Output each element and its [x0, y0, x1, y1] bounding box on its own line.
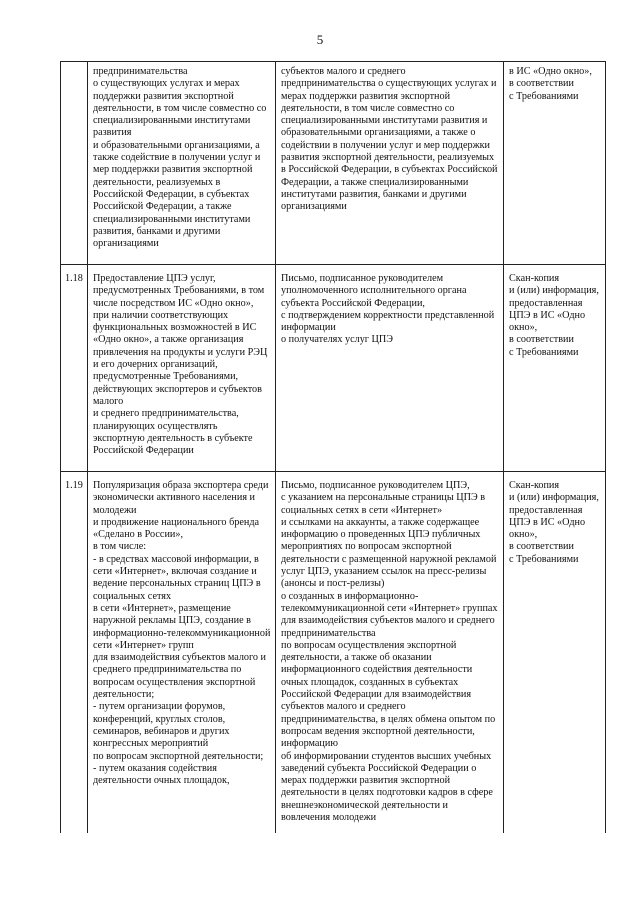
table-row — [61, 472, 606, 834]
document-cell: Письмо, подписанное руководителем ЦПЭ, с указанием на персональные страницы ЦПЭ в социальных сетях в сети «Интернет» и ссылками на аккаунты, а также содержащее информацию о проведенных ЦПЭ публичных мероприятиях по вопросам экспортной деятельности с размещенной наружной рекламой услуг ЦПЭ, указанием ссылок на пресс-релизы (анонсы и пост-релизы) о созданных в информационно-телекоммуникационной сети «Интернет» группах для взаимодействия субъектов малого и среднего предпринимательства по вопросам осуществления экспортной деятельности, а также об оказании информационного содействия деятельности очных площадок, созданных в субъектах Российской Федерации для взаимодействия субъектов малого и среднего предпринимательства, в целях обмена опытом по вопросам ведения экспортной деятельности, информацию об информировании студентов высших учебных заведений субъекта Российской Федерации о мерах поддержки развития экспортной деятельности в целях подготовки кадров в сфере внешнеэкономической деятельности и вовлечения молодежи — [276, 472, 504, 834]
row-number-cell: 1.18 — [61, 265, 88, 472]
task-cell: предпринимательства о существующих услугах и мерах поддержки развития экспортной деятельности, в том числе совместно со специализированными институтами развития и образовательными организациями, а также содействие в получении услуг и мер поддержки развития экспортной деятельности, реализуемых в Российской Федерации, в субъектах Российской Федерации, а также специализированными институтами развития, банками и другими организациями — [88, 62, 276, 265]
row-number-cell — [61, 62, 88, 265]
form-cell: Скан-копия и (или) информация, предоставленная ЦПЭ в ИС «Одно окно», в соответствии с Требованиями — [504, 265, 606, 472]
measures-table — [60, 61, 606, 833]
table-row — [61, 62, 606, 265]
page-number: 5 — [316, 32, 324, 47]
form-cell: Скан-копия и (или) информация, предоставленная ЦПЭ в ИС «Одно окно», в соответствии с Требованиями — [504, 472, 606, 834]
form-cell: в ИС «Одно окно», в соответствии с Требованиями — [504, 62, 606, 265]
task-cell: Популяризация образа экспортера среди экономически активного населения и молодежи и продвижение национального бренда «Сделано в России», в том числе: - в средствах массовой информации, в сети «Интернет», включая создание и ведение персональных страниц ЦПЭ в социальных сетях в сети «Интернет», размещение наружной рекламы ЦПЭ, создание в информационно-телекоммуникационной сети «Интернет» групп для взаимодействия субъектов малого и среднего предпринимательства по вопросам осуществления экспортной деятельности; - путем организации форумов, конференций, круглых столов, семинаров, вебинаров и других конгрессных мероприятий по вопросам экспортной деятельности; - путем оказания содействия деятельности очных площадок, — [88, 472, 276, 834]
document-cell: Письмо, подписанное руководителем уполномоченного исполнительного органа субъекта Российской Федерации, с подтверждением корректности представленной информации о получателях услуг ЦПЭ — [276, 265, 504, 472]
document-cell: субъектов малого и среднего предпринимательства о существующих услугах и мерах поддержки развития экспортной деятельности, в том числе совместно со специализированными институтами развития и образовательными организациями, а также о содействии в получении услуг и мер поддержки развития экспортной деятельности, реализуемых в Российской Федерации, в субъектах Российской Федерации, а также специализированными институтами развития, банками и другими организациями — [276, 62, 504, 265]
row-number-cell: 1.19 — [61, 472, 88, 834]
table-row — [61, 265, 606, 472]
task-cell: Предоставление ЦПЭ услуг, предусмотренных Требованиями, в том числе посредством ИС «Одно окно», при наличии соответствующих функциональных возможностей в ИС «Одно окно», а также организация привлечения на продукты и услуги РЭЦ и его дочерних организаций, предусмотренные Требованиями, действующих экспортеров и субъектов малого и среднего предпринимательства, планирующих осуществлять экспортную деятельность в субъекте Российской Федерации — [88, 265, 276, 472]
